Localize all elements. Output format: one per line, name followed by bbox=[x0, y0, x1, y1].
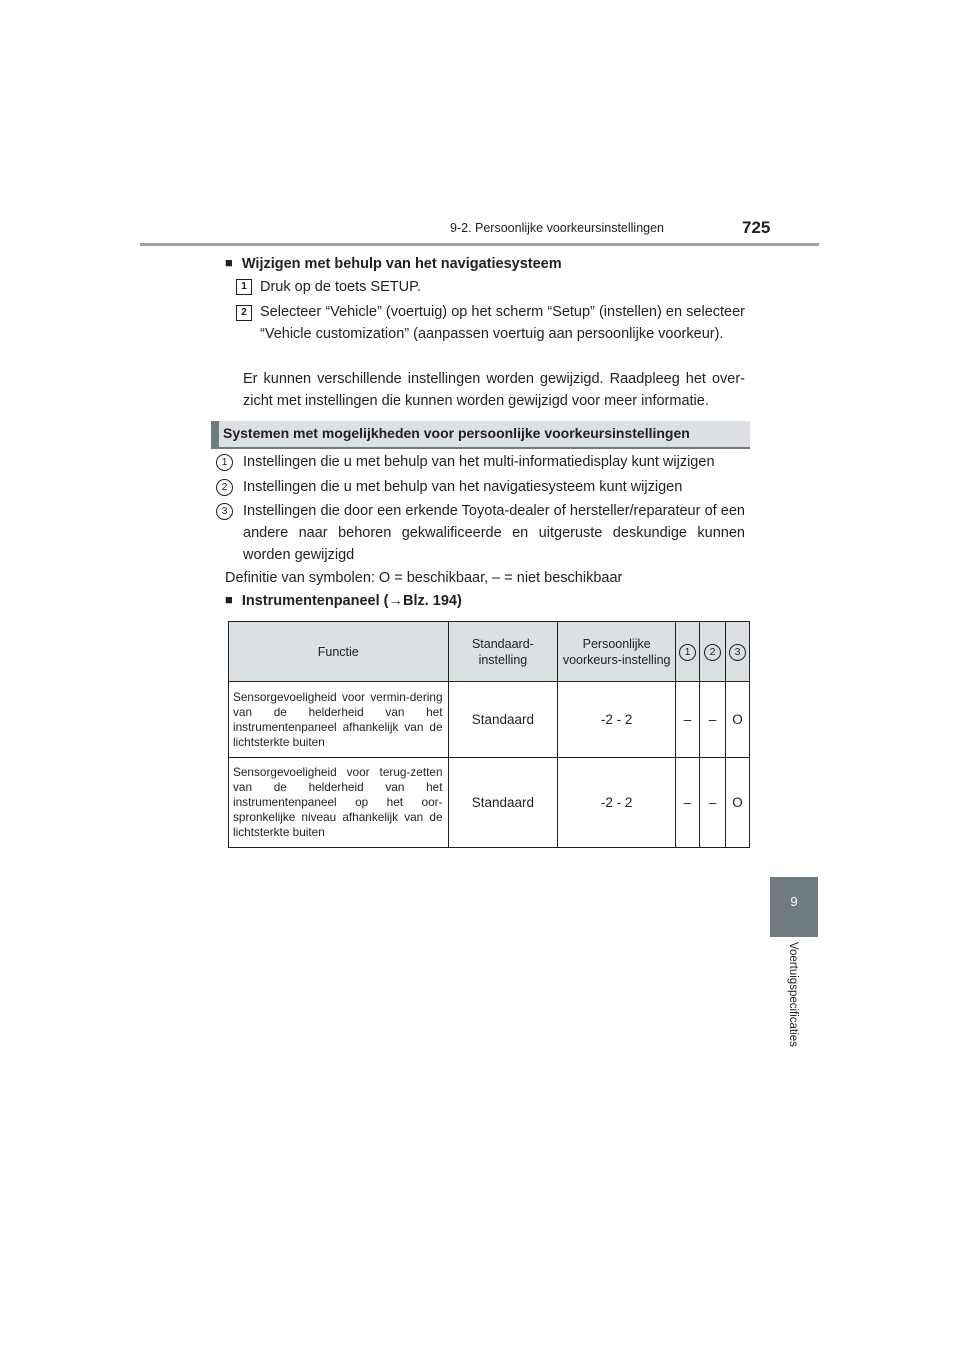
section-heading-instrument-panel: ■ Instrumentenpaneel (→Blz. 194) bbox=[225, 592, 462, 609]
cell-2: – bbox=[700, 758, 726, 848]
cell-3: O bbox=[725, 758, 749, 848]
symbol-definitions: Definitie van symbolen: O = beschikbaar, – = niet beschikbaar bbox=[225, 570, 623, 586]
header-rule bbox=[140, 243, 819, 246]
cell-custom: -2 - 2 bbox=[558, 758, 676, 848]
chapter-tab: 9 bbox=[770, 877, 818, 937]
col-header-3: 3 bbox=[725, 622, 749, 682]
col-header-default: Standaard-instelling bbox=[448, 622, 558, 682]
cell-1: – bbox=[676, 758, 700, 848]
table-row bbox=[229, 758, 750, 848]
intro-paragraph: Er kunnen verschillende instellingen worden gewijzigd. Raadpleeg het over-zicht met instellingen die kunnen worden gewijzigd voor meer informatie. bbox=[243, 371, 745, 409]
page-number: 725 bbox=[742, 218, 771, 237]
banner-title: Systemen met mogelijkheden voor persoonlijke voorkeursinstellingen bbox=[223, 425, 690, 441]
cell-1: – bbox=[676, 682, 700, 758]
col-header-function: Functie bbox=[229, 622, 449, 682]
cell-default: Standaard bbox=[448, 758, 558, 848]
cell-function: Sensorgevoeligheid voor vermin-dering van de helderheid van het instrumentenpaneel afhankelijk van de lichtsterkte buiten bbox=[229, 682, 449, 758]
step-text-1: Druk op de toets SETUP. bbox=[260, 279, 421, 295]
cell-default: Standaard bbox=[448, 682, 558, 758]
cell-3: O bbox=[725, 682, 749, 758]
table-header-row bbox=[229, 622, 750, 682]
legend-number-3: 3 bbox=[216, 503, 233, 520]
chapter-tab-label: Voertuigspecificaties bbox=[787, 942, 799, 1047]
cell-custom: -2 - 2 bbox=[558, 682, 676, 758]
legend-text-2: Instellingen die u met behulp van het navigatiesysteem kunt wijzigen bbox=[243, 479, 683, 495]
legend-text-3: Instellingen die door een erkende Toyota-dealer of hersteller/reparateur of een andere naar behoren gekwalificeerde en uitgeruste deskundige kunnen worden gewijzigd bbox=[243, 503, 745, 563]
square-bullet-icon: ■ bbox=[225, 255, 233, 270]
step-number-1: 1 bbox=[236, 279, 252, 295]
col-header-1: 1 bbox=[676, 622, 700, 682]
legend-number-1: 1 bbox=[216, 454, 233, 471]
running-header-section: 9-2. Persoonlijke voorkeursinstellingen bbox=[450, 221, 665, 235]
legend-text-1: Instellingen die u met behulp van het multi-informatiedisplay kunt wijzigen bbox=[243, 454, 715, 470]
settings-table bbox=[228, 621, 750, 848]
legend-number-2: 2 bbox=[216, 479, 233, 496]
col-header-custom: Persoonlijke voorkeurs-instelling bbox=[558, 622, 676, 682]
cell-function: Sensorgevoeligheid voor terug-zetten van de helderheid van het instrumentenpaneel op het oor-spronkelijke niveau afhankelijk van de lichtsterkte buiten bbox=[229, 758, 449, 848]
step-text-2: Selecteer “Vehicle” (voertuig) op het scherm “Setup” (instellen) en selecteer “Vehicle customization” (aanpassen voertuig aan persoonlijke voorkeur). bbox=[260, 304, 745, 342]
col-header-2: 2 bbox=[700, 622, 726, 682]
section-heading-navigation: ■ Wijzigen met behulp van het navigatiesysteem bbox=[225, 255, 562, 272]
banner-accent bbox=[211, 421, 219, 449]
step-number-2: 2 bbox=[236, 305, 252, 321]
square-bullet-icon: ■ bbox=[225, 592, 233, 607]
table-row bbox=[229, 682, 750, 758]
cell-2: – bbox=[700, 682, 726, 758]
